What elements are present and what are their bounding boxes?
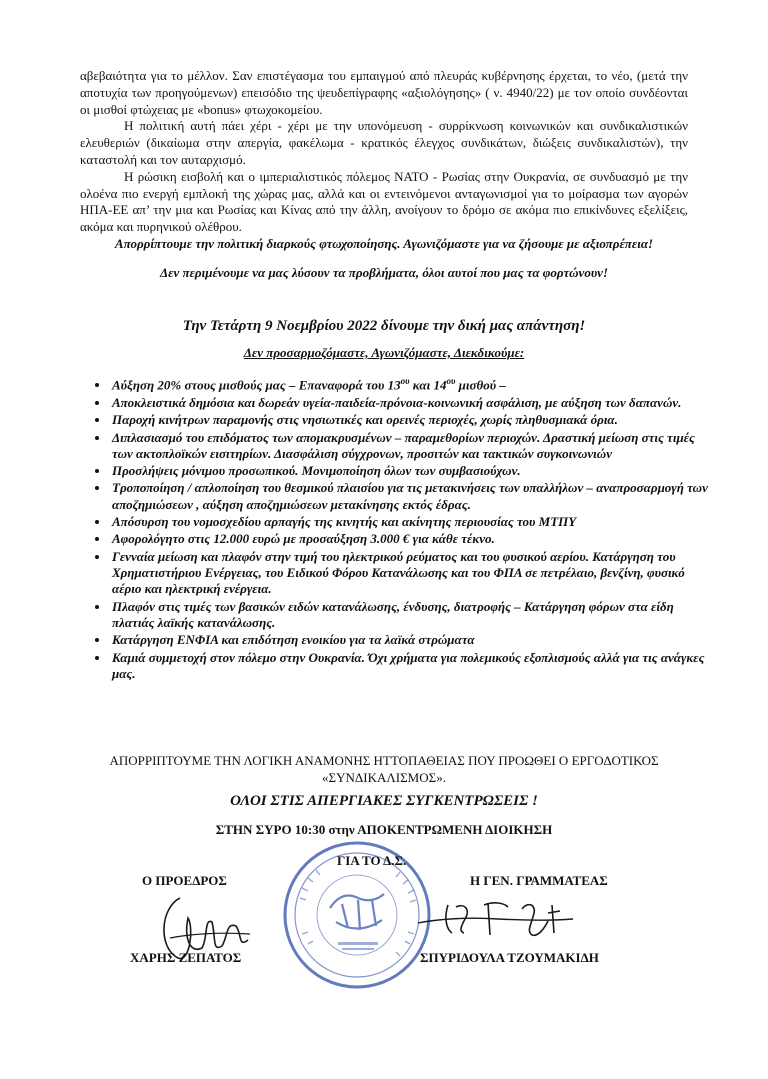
demands-heading: Δεν προσαρμοζόμαστε, Αγωνιζόμαστε, Διεκδικούμε: xyxy=(243,345,525,360)
demands-list xyxy=(92,373,710,683)
paragraph-war: Η ρώσικη εισβολή και ο ιμπεριαλιστικός πόλεμος ΝΑΤΟ - Ρωσίας στην Ουκρανία, σε συνδυασμό με την ολοένα πιο ενεργή εμπλοκή της χώρας μας, αλλά και οι εντεινόμενοι ανταγωνισμοί για το μοίρασμα των αγορών ΗΠΑ-ΕΕ απ’ την μια και Ρωσίας και Κίνας από την άλλη, ανοίγουν το δρόμο σε ακόμα πιο επικίνδυνες εξελίξεις, ακόμα και πυρηνικού ολέθρου. xyxy=(80,168,688,235)
for-board-label: ΓΙΑ ΤΟ Δ.Σ. xyxy=(337,853,407,868)
paragraph-union-freedoms: Η πολιτική αυτή πάει χέρι - χέρι με την υπονόμευση - συρρίκνωση κοινωνικών και συνδικαλιστικών ελευθεριών (δικαίωμα στην απεργία, φακέλωμα - κρατικός έλεγχος συνδικάτων, διώξεις συνδικαλιστών), την καταστολή και τον αυταρχισμό. xyxy=(80,118,688,167)
reject-waiting-logic: ΑΠΟΡΡΙΠΤΟΥΜΕ ΤΗΝ ΛΟΓΙΚΗ ΑΝΑΜΟΝΗΣ ΗΤΤΟΠΑΘΕΙΑΣ ΠΟΥ ΠΡΟΩΘΕΙ Ο ΕΡΓΟΔΟΤΙΚΟΣ «ΣΥΝΔΙΚΑΛΙΣΜΟΣ». xyxy=(109,753,659,785)
intro-text xyxy=(80,68,688,282)
strike-call-heading: ΟΛΟΙ ΣΤΙΣ ΑΠΕΡΓΙΑΚΕΣ ΣΥΓΚΕΝΤΡΩΣΕΙΣ ! xyxy=(230,793,538,809)
secretary-signature xyxy=(408,893,578,943)
rally-location: ΣΤΗΝ ΣΥΡΟ 10:30 στην ΑΠΟΚΕΝΤΡΩΜΕΝΗ ΔΙΟΙΚΗΣΗ xyxy=(215,822,553,837)
demand-item: • Προσλήψεις μόνιμου προσωπικού. Μονιμοποίηση όλων των συμβασιούχων. xyxy=(110,463,710,479)
demand-item: • Αύξηση 20% στους μισθούς μας – Επαναφορά του $13^{o\upsilon}$ και $14^{o\upsilon}$ μισθού – xyxy=(110,373,710,394)
strike-date-heading: Την Τετάρτη 9 Νοεμβρίου 2022 δίνουμε την δική μας απάντηση! xyxy=(182,318,586,334)
demand-item: • Κατάργηση ΕΝΦΙΑ και επιδότηση ενοικίου για τα λαϊκά στρώματα xyxy=(110,632,710,648)
demand-item: • Πλαφόν στις τιμές των βασικών ειδών κατανάλωσης, ένδυσης, διατροφής – Κατάργηση φόρων στα είδη πλατιάς λαϊκής κατανάλωσης. xyxy=(110,599,710,631)
demand-item: • Αποκλειστικά δημόσια και δωρεάν υγεία-παιδεία-πρόνοια-κοινωνική ασφάλιση, με αύξηση των δαπανών. xyxy=(110,395,710,411)
demand-item: • Διπλασιασμό του επιδόματος των απομακρυσμένων – παραμεθορίων περιοχών. Δραστική μείωση στις τιμές των ακτοπλοϊκών εισιτηρίων. Διασφάλιση σύγχρονων, προσιτών και τακτικών συγκοινωνιών xyxy=(110,430,710,462)
reject-poverty-line: Απορρίπτουμε την πολιτική διαρκούς φτωχοποίησης. Αγωνιζόμαστε για να ζήσουμε με αξιοπρέπεια! xyxy=(114,235,654,251)
demand-item: • Απόσυρση του νομοσχεδίου αρπαγής της κινητής και ακίνητης περιουσίας του ΜΤΠΥ xyxy=(110,514,710,530)
demand-item: • Καμιά συμμετοχή στον πόλεμο στην Ουκρανία. Όχι χρήματα για πολεμικούς εξοπλισμούς αλλά για τις ανάγκες μας. xyxy=(110,650,710,682)
secretary-name: ΣΠΥΡΙΔΟΥΛΑ ΤΖΟΥΜΑΚΙΔΗ xyxy=(420,950,599,965)
president-title: Ο ΠΡΟΕΔΡΟΣ xyxy=(142,873,227,888)
secretary-title: Η ΓΕΝ. ΓΡΑΜΜΑΤΕΑΣ xyxy=(470,873,608,888)
paragraph-evaluation: αβεβαιότητα για το μέλλον. Σαν επιστέγασμα του εμπαιγμού από πλευράς κυβέρνησης έρχεται, το νέο, (μετά την αποτυχία των προηγούμενων) επεισόδιο της ψευδεπίγραφης «αξιολόγησης» ( ν. 4940/22) με τον οποίο συνδέονται οι μισθοί φτώχειας με «bonus» φτωχοκομείου. xyxy=(80,68,688,117)
no-waiting-line: Δεν περιμένουμε να μας λύσουν τα προβλήματα, όλοι αυτοί που μας τα φορτώνουν! xyxy=(159,264,609,280)
president-name: ΧΑΡΗΣ ΖΕΠΑΤΟΣ xyxy=(130,950,242,965)
demand-item: • Γενναία μείωση και πλαφόν στην τιμή του ηλεκτρικού ρεύματος και του φυσικού αερίου. Κατάργηση του Χρηματιστήριου Ενέργειας, του Ειδικού Φόρου Κατανάλωσης και του ΦΠΑ σε πετρέλαιο, βενζίνη, φυσικό αέριο και ηλεκτρική ενέργεια. xyxy=(110,549,710,598)
demand-item: • Τροποποίηση / απλοποίηση του θεσμικού πλαισίου για τις μετακινήσεις των υπαλλήλων – αναπροσαρμογή των αποζημιώσεων , αύξηση αποζημιώσεων μετακίνησης εκτός έδρας. xyxy=(110,480,710,512)
demand-item: • Παροχή κινήτρων παραμονής στις νησιωτικές και ορεινές περιοχές, χωρίς πληθυσμιακά όρια. xyxy=(110,412,710,428)
demand-item: • Αφορολόγητο στις 12.000 ευρώ με προσαύξηση 3.000 € για κάθε τέκνο. xyxy=(110,531,710,547)
